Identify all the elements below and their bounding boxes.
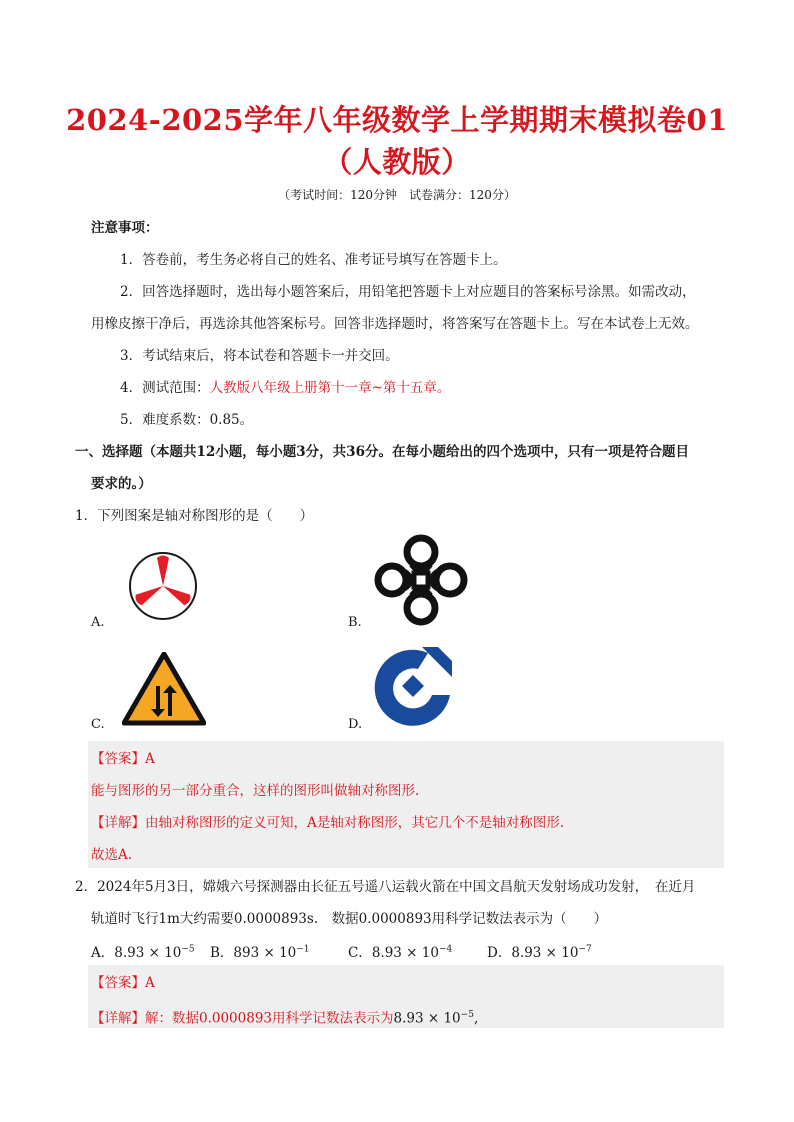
q2-answer-value: A bbox=[145, 975, 155, 991]
option-b-figure bbox=[372, 532, 470, 628]
q1-detail-label: 【详解】 bbox=[91, 815, 145, 831]
option-d-figure bbox=[372, 645, 454, 727]
q2-answer bbox=[91, 974, 155, 992]
q2-detail-exp: −5 bbox=[460, 1010, 474, 1020]
q1-explanation: 能与图形的另一部分重合，这样的图形叫做轴对称图形. bbox=[91, 783, 420, 799]
q2-option-b-text: B．893 × 10 bbox=[210, 945, 297, 961]
option-a-figure bbox=[127, 550, 199, 622]
two-way-traffic-sign-icon bbox=[122, 652, 206, 726]
q2-option-a-exp: −5 bbox=[181, 944, 195, 955]
q2-option-c-text: C．8.93 × 10 bbox=[348, 945, 439, 961]
note-item-4 bbox=[120, 379, 450, 397]
q2-detail-text: 解：数据0.0000893用科学记数法表示为 bbox=[145, 1010, 394, 1027]
note-item-2-line1: 2．回答选择题时，选出每小题答案后，用铅笔把答题卡上对应题目的答案标号涂黑。如需改动， bbox=[120, 284, 696, 300]
q1-stem: 1．下列图案是轴对称图形的是（ ） bbox=[75, 508, 314, 524]
q2-option-c bbox=[348, 941, 452, 961]
q2-detail bbox=[91, 1006, 478, 1028]
q2-option-b-exp: −1 bbox=[296, 944, 310, 955]
q2-option-b bbox=[210, 941, 310, 961]
q2-detail-math: 8.93 × 10 bbox=[393, 1010, 461, 1027]
q2-option-d-text: D．8.93 × 10 bbox=[487, 945, 579, 961]
notes-heading: 注意事项： bbox=[91, 220, 159, 236]
q1-answer-value: A bbox=[145, 751, 155, 767]
q1-answer bbox=[91, 750, 155, 768]
q2-option-a bbox=[91, 941, 195, 961]
tri-blade-circle-icon bbox=[127, 550, 199, 622]
section1-heading-line2: 要求的。） bbox=[91, 476, 152, 492]
q2-answer-label: 【答案】 bbox=[91, 975, 145, 991]
q2-stem-line1: 2．2024年5月3日，嫦娥六号探测器由长征五号遥八运载火箭在中国文昌航天发射场成功发射， 在近月 bbox=[75, 879, 696, 895]
q1-detail bbox=[91, 814, 564, 832]
section1-heading-line1: 一、选择题（本题共12小题，每小题3分，共36分。在每小题给出的四个选项中，只有一项是符合题目 bbox=[75, 444, 689, 460]
note-item-5: 5．难度系数：0.85。 bbox=[120, 412, 254, 428]
note-item-1: 1．答卷前，考生务必将自己的姓名、准考证号填写在答题卡上。 bbox=[120, 252, 507, 268]
knot-pattern-icon bbox=[372, 532, 470, 628]
q2-option-d-exp: −7 bbox=[578, 944, 592, 955]
page-title-line2: （人教版） bbox=[323, 145, 471, 179]
exam-info: （考试时间：120分钟 试卷满分：120分） bbox=[278, 188, 516, 202]
q2-option-d bbox=[487, 941, 592, 961]
q2-option-c-exp: −4 bbox=[438, 944, 453, 955]
q2-detail-end: , bbox=[473, 1010, 479, 1027]
q1-answer-label: 【答案】 bbox=[91, 751, 145, 767]
ccb-bank-logo-icon bbox=[372, 645, 454, 727]
test-range: 人教版八年级上册第十一章~第十五章。 bbox=[209, 380, 451, 396]
note-item-4-prefix: 4．测试范围： bbox=[120, 380, 210, 396]
option-a-label: A. bbox=[91, 615, 105, 630]
q1-answer-box bbox=[88, 741, 724, 868]
q2-stem-line2: 轨道时飞行1m大约需要0.0000893s. 数据0.0000893用科学记数法表示为（ ） bbox=[91, 911, 608, 927]
option-c-label: C. bbox=[91, 717, 105, 732]
q1-detail-text: 由轴对称图形的定义可知，A是轴对称图形，其它几个不是轴对称图形. bbox=[145, 815, 565, 831]
page-title-line1: 2024-2025学年八年级数学上学期期末模拟卷01 bbox=[66, 103, 728, 137]
q1-conclusion: 故选A. bbox=[91, 847, 133, 863]
q2-detail-label: 【详解】 bbox=[91, 1010, 145, 1027]
option-c-figure bbox=[122, 652, 206, 726]
q2-option-a-text: A．8.93 × 10 bbox=[91, 945, 182, 961]
option-b-label: B. bbox=[348, 615, 362, 630]
note-item-3: 3．考试结束后，将本试卷和答题卡一并交回。 bbox=[120, 348, 399, 364]
option-d-label: D. bbox=[348, 717, 363, 732]
note-item-2-line2: 用橡皮擦干净后，再选涂其他答案标号。回答非选择题时，将答案写在答题卡上。写在本试卷上无效。 bbox=[91, 316, 699, 332]
